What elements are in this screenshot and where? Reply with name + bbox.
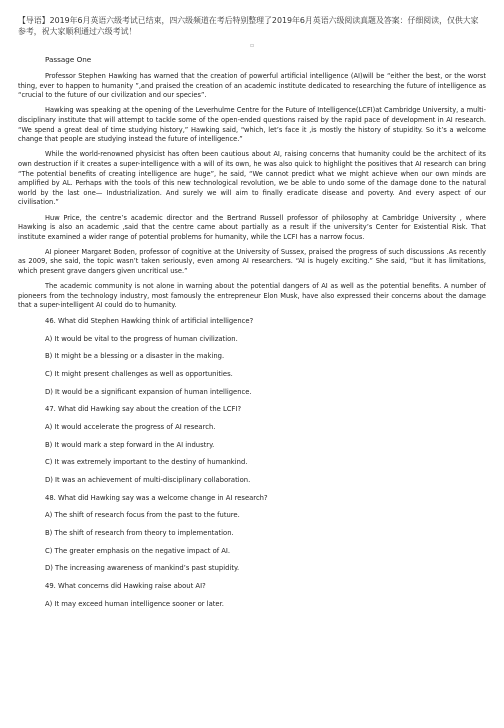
option-48d: D) The increasing awareness of mankind’s past stupidity. xyxy=(45,564,240,573)
question-47: 47. What did Hawking say about the creation of the LCFI? xyxy=(45,405,242,414)
option-49a: A) It may exceed human intelligence sooner or later. xyxy=(45,599,224,608)
option-47a: A) It would accelerate the progress of AI research. xyxy=(45,422,216,431)
question-46: 46. What did Stephen Hawking think of artificial intelligence? xyxy=(45,316,254,325)
paragraph: While the world-renowned physicist has often been cautious about AI, raising concerns that humanity could be the architect of its own destruction if it creates a super-intelligence with a will of its own, he was also quick to highlight the positives that AI research can bring “The potential benefits of creating intelligence are huge”, he said, “We cannot predict what we might achieve when our own minds are amplified by AL. Perhaps with the tools of this new technological revolution, we be able to undo some of the damage done to the natural world by the last one— Industrialization. And surely we will aim to finally eradicate disease and poverty. And every aspect of our civilisation.” xyxy=(18,150,486,207)
document-page xyxy=(0,15,504,728)
option-48a: A) The shift of research focus from the past to the future. xyxy=(45,511,240,520)
option-46b: B) It might be a blessing or a disaster in the making. xyxy=(45,352,225,361)
paragraph: Hawking was speaking at the opening of the Leverhulme Centre for the Future of Intelligence(LCFI)at Cambridge University, a multi-disciplinary institute that will attempt to tackle some of the open-ended questions raised by the rapid pace of development in AI research. “We spend a great deal of time studying history,” Hawking said, “which, let’s face it ,is mostly the history of stupidity. So it’s a welcome change that people are studying instead the future of intelligence.” xyxy=(18,106,486,144)
option-48c: C) The greater emphasis on the negative impact of AI. xyxy=(45,546,231,555)
passage-title: Passage One xyxy=(45,55,92,64)
option-46c: C) It might present challenges as well as opportunities. xyxy=(45,369,233,378)
question-48: 48. What did Hawking say was a welcome change in AI research? xyxy=(45,493,268,502)
intro-text: 【导语】2019年6月英语六级考试已结束，四六级频道在考后特别整理了2019年6月英语六级阅读真题及答案：仔细阅读，仅供大家参考，祝大家顺利通过六级考试！ xyxy=(18,16,479,36)
paragraph: The academic community is not alone in warning about the potential dangers of AI as well as the potential benefits. A number of pioneers from the technology industry, most famously the entrepreneur Elon Musk, have also expressed their concerns about the damage that a super-intelligent AI could do to humanity. xyxy=(18,282,486,310)
option-47c: C) It was extremely important to the destiny of humankind. xyxy=(45,458,248,467)
question-49: 49. What concerns did Hawking raise about AI? xyxy=(45,582,206,591)
option-46a: A) It would be vital to the progress of human civilization. xyxy=(45,334,238,343)
paragraph: AI pioneer Margaret Boden, professor of cognitive at the University of Sussex, praised the progress of such discussions .As recently as 2009, she said, the topic wasn’t taken seriously, even among AI researchers. “AI is hugely exciting.” She said, “but it has limitations, which present grave dangers given uncritical use.” xyxy=(18,247,486,276)
option-47b: B) It would mark a step forward in the AI industry. xyxy=(45,440,215,449)
separator-mark: ▫ xyxy=(249,42,255,49)
option-47d: D) It was an achievement of multi-disciplinary collaboration. xyxy=(45,476,251,484)
option-46d: D) It would be a significant expansion of human intelligence. xyxy=(45,387,252,396)
option-48b: B) The shift of research from theory to implementation. xyxy=(45,529,234,538)
paragraph: Professor Stephen Hawking has warned that the creation of powerful artificial intelligence (AI)will be “either the best, or the worst thing, ever to happen to humanity ”,and praised the creation of an academic institute dedicated to researching the future of intelligence as “crucial to the future of our civilization and our species”. xyxy=(18,72,486,100)
paragraph: Huw Price, the centre’s academic director and the Bertrand Russell professor of philosophy at Cambridge University , where Hawking is also an academic ,said that the centre came about partially as a result if the university’s Center for Existential Risk. That institute examined a wider range of potential problems for humanity, while the LCFI has a narrow focus. xyxy=(18,213,486,241)
